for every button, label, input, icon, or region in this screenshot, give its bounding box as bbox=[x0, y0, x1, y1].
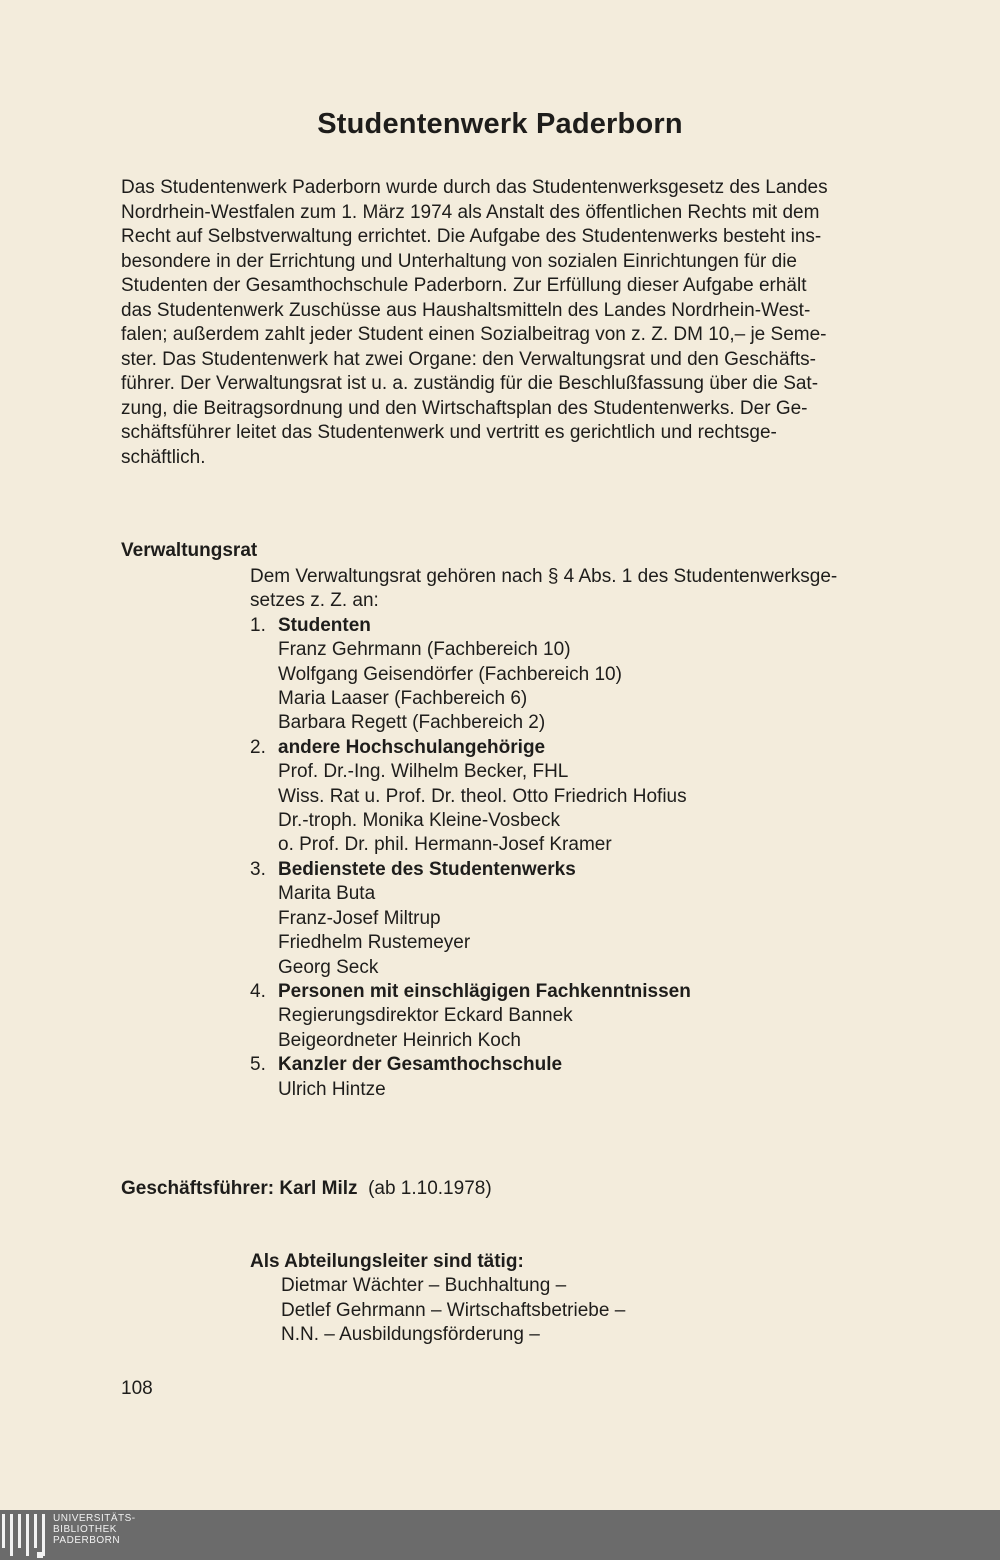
member-list bbox=[250, 638, 910, 736]
verwaltungsrat-section bbox=[250, 565, 910, 1102]
member-group bbox=[250, 1053, 910, 1102]
intro-line: das Studentenwerk Zuschüsse aus Haushaltsmitteln des Landes Nordrhein-West- bbox=[121, 299, 811, 321]
member-item: Georg Seck bbox=[278, 956, 379, 978]
member-item: Franz-Josef Miltrup bbox=[278, 907, 441, 929]
member-item: Franz Gehrmann (Fachbereich 10) bbox=[278, 639, 571, 661]
group-title: Bedienstete des Studentenwerks bbox=[278, 858, 576, 880]
intro-line: falen; außerdem zahlt jeder Student einen Sozialbeitrag von z. Z. DM 10,– je Seme- bbox=[121, 324, 827, 345]
group-number: 5. bbox=[250, 1054, 266, 1076]
member-list bbox=[250, 760, 910, 858]
member-item: Ulrich Hintze bbox=[278, 1078, 386, 1100]
member-item: Maria Laaser (Fachbereich 6) bbox=[278, 688, 528, 710]
group-title: andere Hochschulangehörige bbox=[278, 736, 546, 758]
abteilungsleiter-item: N.N. – Ausbildungsförderung – bbox=[281, 1324, 540, 1346]
group-title: Kanzler der Gesamthochschule bbox=[278, 1054, 563, 1076]
member-groups bbox=[250, 614, 910, 1102]
member-group bbox=[250, 980, 910, 1053]
group-title: Personen mit einschlägigen Fachkenntnissen bbox=[278, 980, 691, 1002]
page-number: 108 bbox=[121, 1378, 153, 1399]
library-name-line: UNIVERSITÄTS- bbox=[53, 1513, 136, 1524]
member-item: Wolfgang Geisendörfer (Fachbereich 10) bbox=[278, 663, 622, 685]
logo-dot-icon bbox=[37, 1552, 43, 1558]
intro-paragraph bbox=[121, 176, 901, 470]
member-item: o. Prof. Dr. phil. Hermann-Josef Kramer bbox=[278, 834, 612, 856]
member-list bbox=[250, 1078, 910, 1102]
abteilungsleiter-heading: Als Abteilungsleiter sind tätig: bbox=[250, 1251, 524, 1272]
geschaeftsfuehrer-note: (ab 1.10.1978) bbox=[368, 1178, 492, 1199]
intro-line: Recht auf Selbstverwaltung errichtet. Die Aufgabe des Studentenwerks besteht ins- bbox=[121, 226, 822, 247]
member-list bbox=[250, 1004, 910, 1053]
geschaeftsfuehrer-line bbox=[121, 1178, 492, 1200]
geschaeftsfuehrer-label: Geschäftsführer: Karl Milz bbox=[121, 1178, 358, 1199]
intro-line: schäftlich. bbox=[121, 446, 206, 468]
library-name-line: BIBLIOTHEK bbox=[53, 1524, 117, 1535]
intro-line: Nordrhein-Westfalen zum 1. März 1974 als Anstalt des öffentlichen Rechts mit dem bbox=[121, 201, 820, 223]
group-number: 4. bbox=[250, 980, 266, 1002]
member-item: Barbara Regett (Fachbereich 2) bbox=[278, 712, 546, 734]
library-logo-icon bbox=[2, 1514, 45, 1556]
intro-line: Studenten der Gesamthochschule Paderborn. Zur Erfüllung dieser Aufgabe erhält bbox=[121, 275, 807, 296]
group-title: Studenten bbox=[278, 614, 371, 636]
member-group bbox=[250, 736, 910, 858]
group-number: 3. bbox=[250, 858, 266, 880]
member-group bbox=[250, 858, 910, 980]
member-list bbox=[250, 882, 910, 980]
library-name-line: PADERBORN bbox=[53, 1535, 121, 1546]
abteilungsleiter-section bbox=[250, 1250, 625, 1348]
library-footer bbox=[0, 1510, 1000, 1560]
member-item: Dr.-troph. Monika Kleine-Vosbeck bbox=[278, 810, 560, 832]
page-title: Studentenwerk Paderborn bbox=[317, 108, 683, 140]
member-item: Beigeordneter Heinrich Koch bbox=[278, 1029, 521, 1051]
intro-line: ster. Das Studentenwerk hat zwei Organe: den Verwaltungsrat und den Geschäfts- bbox=[121, 348, 816, 370]
verwaltungsrat-intro-line: Dem Verwaltungsrat gehören nach § 4 Abs. 1 des Studentenwerksge- bbox=[250, 566, 838, 587]
intro-line: zung, die Beitragsordnung und den Wirtschaftsplan des Studentenwerks. Der Ge- bbox=[121, 397, 808, 419]
intro-line: besondere in der Errichtung und Unterhaltung von sozialen Einrichtungen für die bbox=[121, 250, 797, 272]
verwaltungsrat-intro bbox=[250, 565, 910, 614]
intro-line: schäftsführer leitet das Studentenwerk und vertritt es gerichtlich und rechtsge- bbox=[121, 422, 777, 443]
member-item: Prof. Dr.-Ing. Wilhelm Becker, FHL bbox=[278, 761, 569, 783]
abteilungsleiter-item: Dietmar Wächter – Buchhaltung – bbox=[281, 1275, 567, 1297]
intro-line: Das Studentenwerk Paderborn wurde durch das Studentenwerksgesetz des Landes bbox=[121, 177, 828, 198]
intro-line: führer. Der Verwaltungsrat ist u. a. zuständig für die Beschlußfassung über die Sat- bbox=[121, 373, 819, 394]
verwaltungsrat-intro-line: setzes z. Z. an: bbox=[250, 590, 379, 612]
abteilungsleiter-item: Detlef Gehrmann – Wirtschaftsbetriebe – bbox=[281, 1299, 626, 1321]
verwaltungsrat-heading: Verwaltungsrat bbox=[121, 540, 258, 561]
member-group bbox=[250, 614, 910, 736]
member-item: Marita Buta bbox=[278, 883, 376, 905]
library-name bbox=[53, 1513, 136, 1546]
group-number: 2. bbox=[250, 736, 266, 758]
member-item: Friedhelm Rustemeyer bbox=[278, 932, 471, 954]
member-item: Wiss. Rat u. Prof. Dr. theol. Otto Friedrich Hofius bbox=[278, 785, 687, 807]
member-item: Regierungsdirektor Eckard Bannek bbox=[278, 1005, 573, 1027]
group-number: 1. bbox=[250, 614, 266, 636]
abteilungsleiter-list bbox=[250, 1274, 625, 1347]
